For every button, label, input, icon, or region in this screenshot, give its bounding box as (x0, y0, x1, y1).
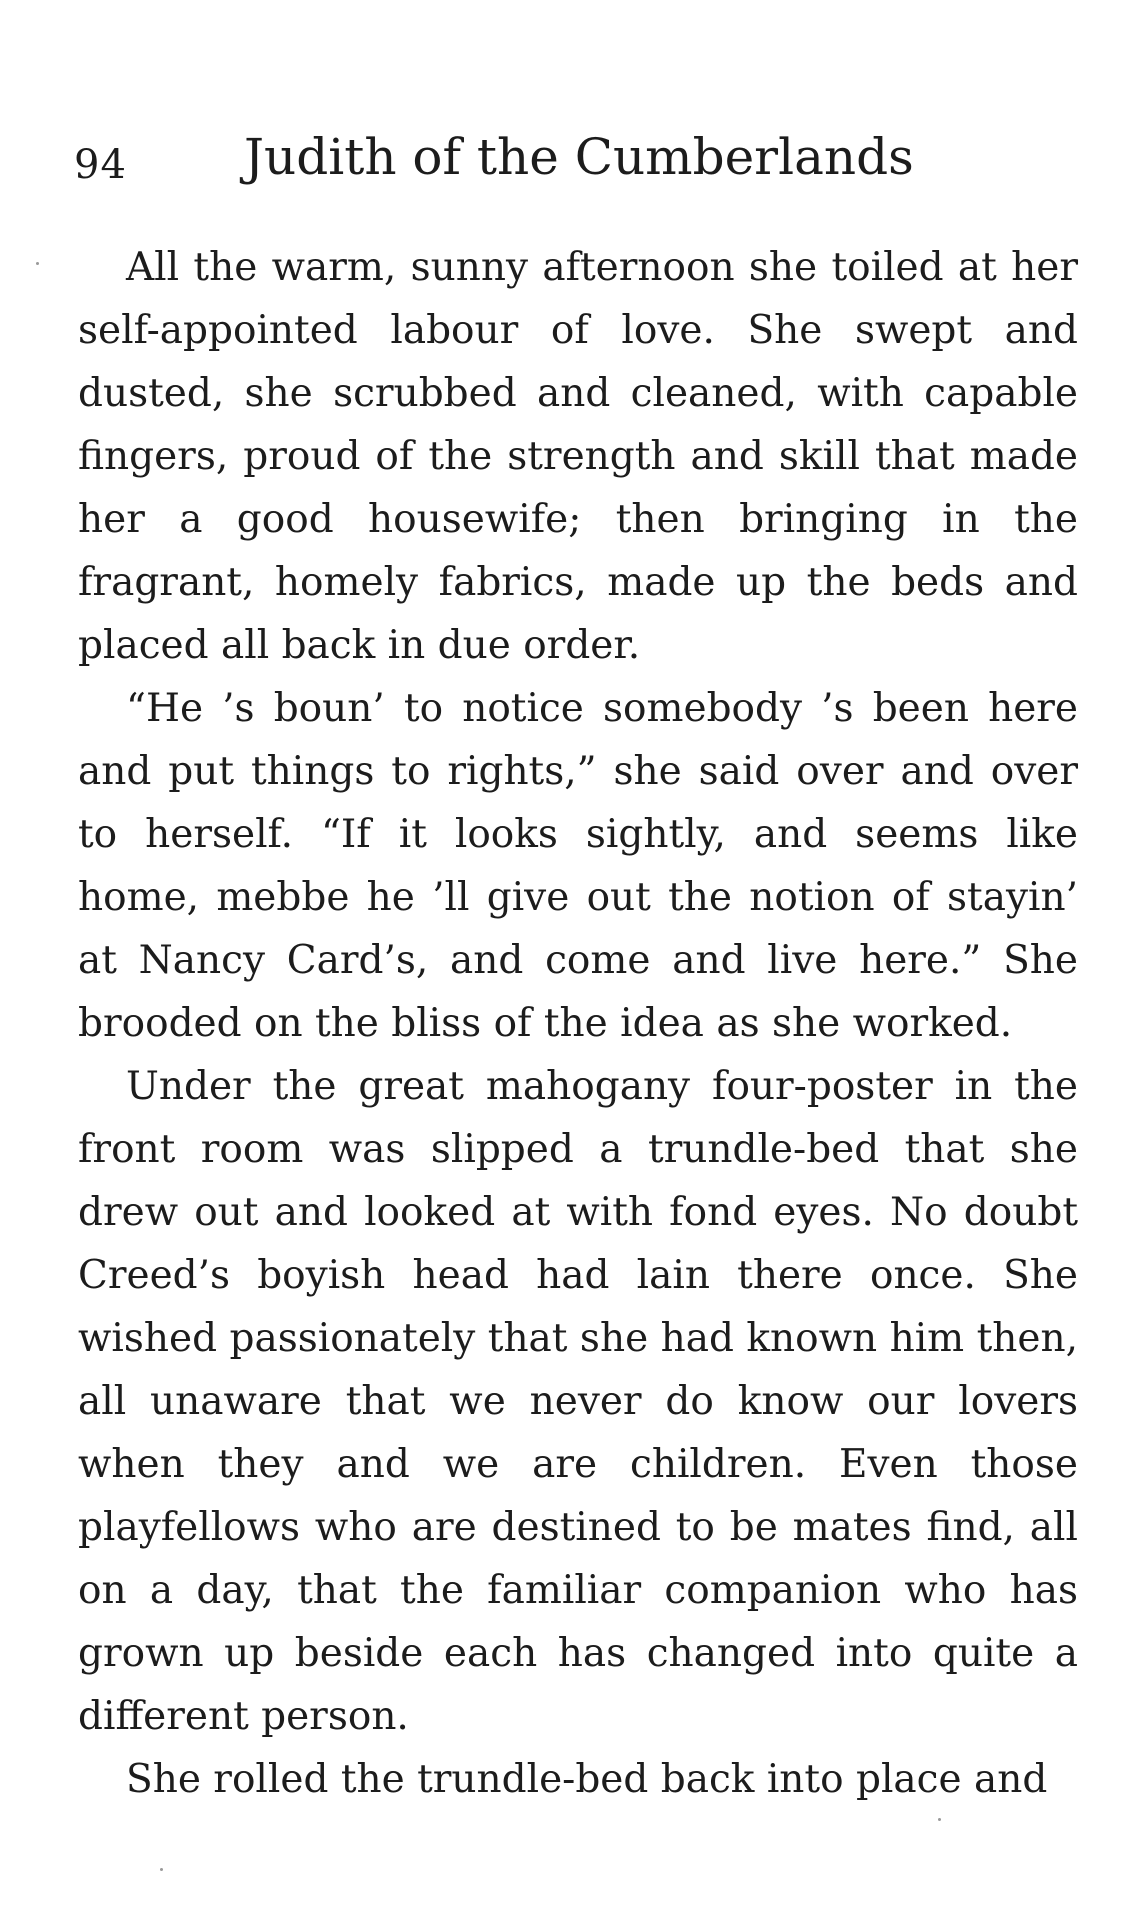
body-text (78, 236, 1078, 1811)
paragraph-4: She rolled the trundle-bed back into place and (126, 1757, 1048, 1802)
paragraph-2: “He ’s boun’ to notice somebody ’s been here and put things to rights,” she said over and over to herself. “If it looks sightly, and seems like home, mebbe he ’ll give out the notion of stayin’ at Nancy Card’s, and come and live here.” She brooded on the bliss of the idea as she worked. (78, 686, 1078, 1046)
paragraph-3: Under the great mahogany four-poster in the front room was slipped a trundle-bed that she drew out and looked at with fond eyes. No doubt Creed’s boyish head had lain there once. She wished passionately that she had known him then, all unaware that we never do know our lovers when they and we are children. Even those playfellows who are destined to be mates find, all on a day, that the familiar companion who has grown up beside each has changed into quite a different person. (78, 1064, 1078, 1739)
running-head (74, 128, 1084, 198)
paper-speck (938, 1818, 941, 1821)
running-title: Judith of the Cumberlands (244, 128, 914, 186)
page-number: 94 (74, 142, 127, 188)
paragraph-1: All the warm, sunny afternoon she toiled at her self-appointed labour of love. She swept and dusted, she scrubbed and cleaned, with capable fingers, proud of the strength and skill that made her a good housewife; then bringing in the fragrant, homely fabrics, made up the beds and placed all back in due order. (78, 245, 1078, 668)
paper-speck (36, 262, 39, 265)
paper-speck (160, 1868, 163, 1871)
